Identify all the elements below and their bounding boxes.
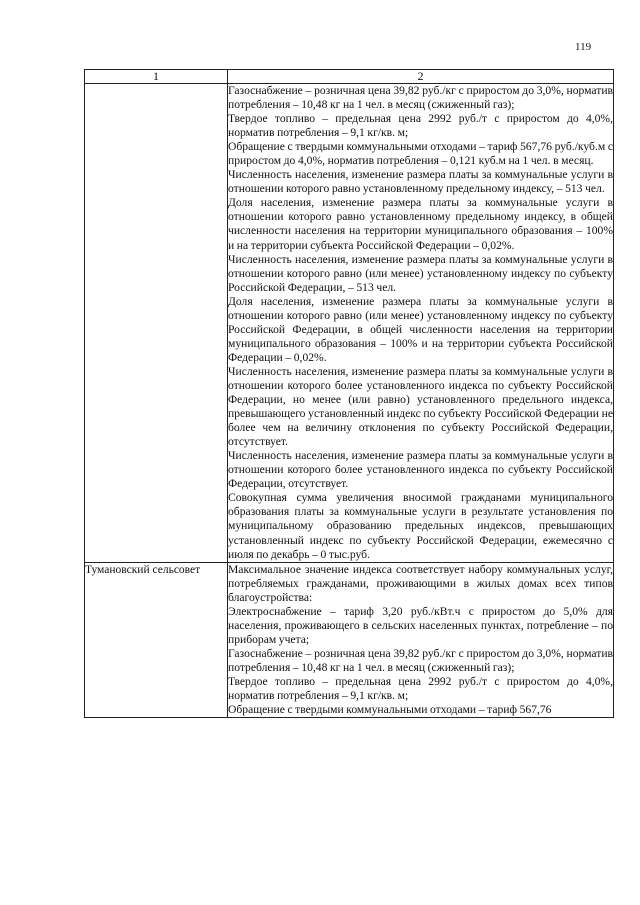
- paragraph: Максимальное значение индекса соответствует набору коммунальных услуг, потребляемых гражданами, проживающими в жилых домах всех типов благоустройства:: [228, 562, 613, 604]
- description-cell: [228, 562, 614, 718]
- paragraph: Численность населения, изменение размера платы за коммунальные услуги в отношении которого равно (или менее) установленному индексу по субъекту Российской Федерации, – 513 чел.: [228, 252, 613, 294]
- paragraph: Газоснабжение – розничная цена 39,82 руб./кг с приростом до 3,0%, норматив потребления – 10,48 кг на 1 чел. в месяц (сжиженный газ);: [228, 84, 613, 112]
- description-cell: [228, 84, 614, 563]
- column-header-1: 1: [85, 70, 228, 84]
- paragraph: Доля населения, изменение размера платы за коммунальные услуги в отношении которого равно (или менее) установленному индексу по субъекту Российской Федерации, в общей численности населения на территории муниципального образования – 100% и на территории субъекта Российской Федерации – 0,02%.: [228, 294, 613, 364]
- paragraph: Обращение с твердыми коммунальными отходами – тариф 567,76 руб./куб.м с приростом до 4,0%, норматив потребления – 0,121 куб.м на 1 чел. в месяц.: [228, 140, 613, 168]
- paragraph: Обращение с твердыми коммунальными отходами – тариф 567,76: [228, 703, 552, 717]
- table-row: [85, 562, 614, 718]
- table-row: [85, 84, 614, 563]
- column-header-2: 2: [228, 70, 614, 84]
- paragraph: Твердое топливо – предельная цена 2992 руб./т с приростом до 4,0%, норматив потребления – 9,1 кг/кв. м;: [228, 112, 613, 140]
- page-number: 119: [575, 41, 592, 53]
- paragraph: Доля населения, изменение размера платы за коммунальные услуги в отношении которого равно установленному предельному индексу, в общей численности населения на территории муниципального образования – 100% и на территории субъекта Российской Федерации – 0,02%.: [228, 196, 613, 252]
- paragraph: Электроснабжение – тариф 3,20 руб./кВт.ч с приростом до 5,0% для населения, проживающего в сельских населенных пунктах, потребление – по приборам учета;: [228, 604, 613, 646]
- table-header-row: [85, 70, 614, 84]
- paragraph: Численность населения, изменение размера платы за коммунальные услуги в отношении которого более установленного индекса по субъекту Российской Федерации, но менее (или равно) установленного предельного индекса, превышающего установленный индекс по субъекту Российской Федерации не более чем на величину отклонения по субъекту Российской Федерации, отсутствует.: [228, 364, 613, 449]
- municipality-cell: [85, 84, 228, 563]
- paragraph: Численность населения, изменение размера платы за коммунальные услуги в отношении которого равно установленному предельному индексу, – 513 чел.: [228, 168, 613, 196]
- data-table: [84, 69, 614, 718]
- paragraph: Газоснабжение – розничная цена 39,82 руб./кг с приростом до 3,0%, норматив потребления – 10,48 кг на 1 чел. в месяц (сжиженный газ);: [228, 646, 613, 674]
- paragraph: Твердое топливо – предельная цена 2992 руб./т с приростом до 4,0%, норматив потребления – 9,1 кг/кв. м;: [228, 674, 613, 703]
- municipality-cell: Тумановский сельсовет: [85, 562, 228, 718]
- paragraph: Совокупная сумма увеличения вносимой гражданами муниципального образования платы за коммунальные услуги в результате установления по муниципальному образованию предельных индексов, превышающих установленный индекс по субъекту Российской Федерации, ежемесячно с июля по декабрь – 0 тыс.руб.: [228, 491, 613, 561]
- paragraph: Численность населения, изменение размера платы за коммунальные услуги в отношении которого более установленного индекса по субъекту Российской Федерации, отсутствует.: [228, 449, 613, 491]
